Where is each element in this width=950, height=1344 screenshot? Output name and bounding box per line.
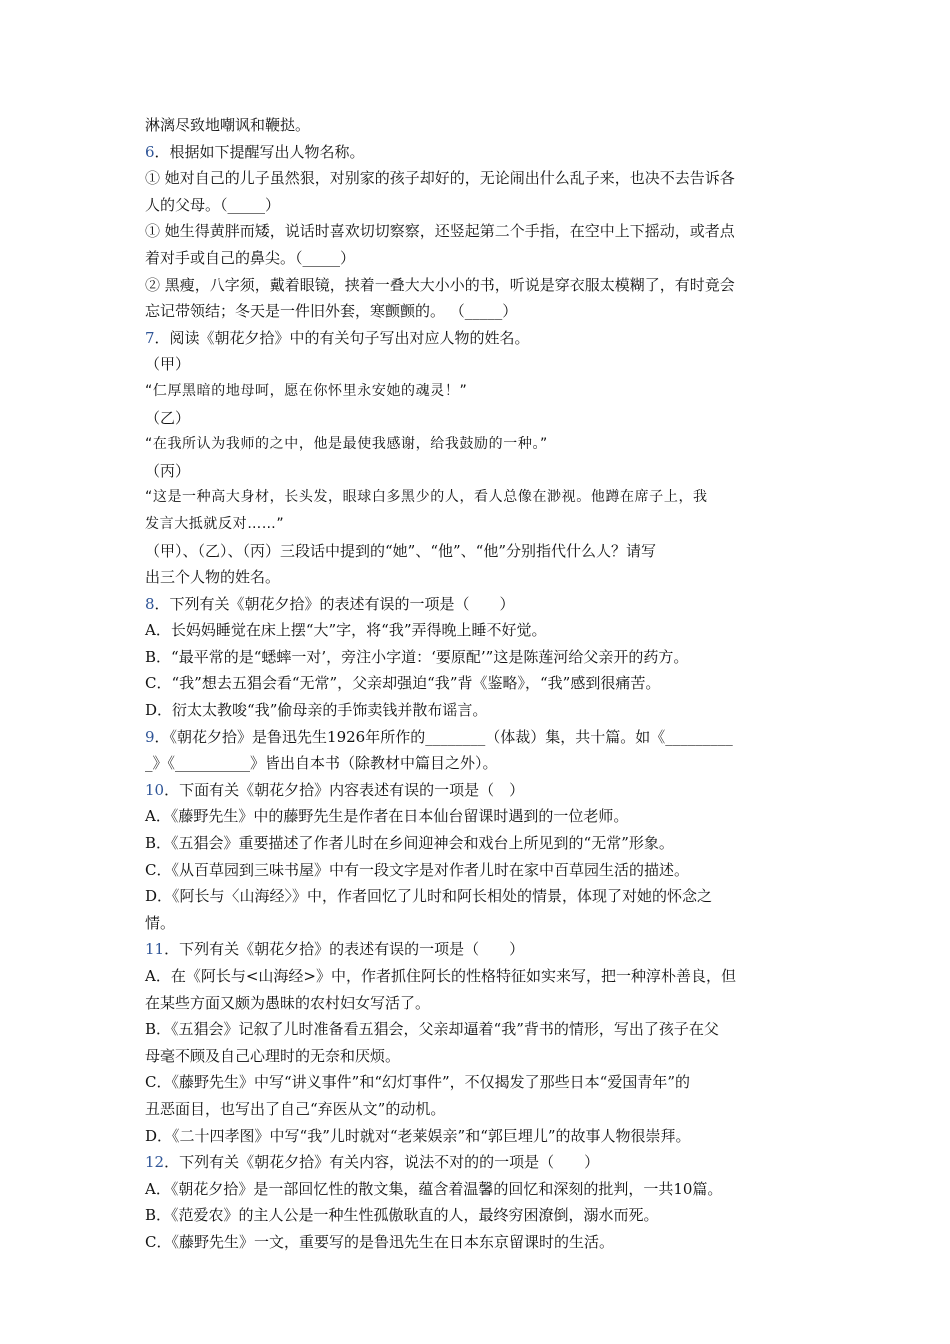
line-text: 情。	[145, 913, 176, 932]
text-line	[145, 511, 810, 538]
line-text: D．衍太太教唆“我”偷母亲的手饰卖钱并散布谣言。	[145, 701, 488, 720]
text-line	[145, 458, 810, 485]
line-text: （乙）	[145, 408, 191, 427]
text-line	[145, 351, 810, 378]
question-7-stem	[145, 325, 810, 352]
text-line	[145, 218, 810, 245]
line-text: ① 她对自己的儿子虽然狠，对别家的孩子却好的，无论闹出什么乱子来，也决不去告诉各	[145, 169, 735, 188]
line-text: “仁厚黑暗的地母呵，愿在你怀里永安她的魂灵！”	[145, 382, 468, 399]
line-text: B．《五猖会》记叙了儿时准备看五猖会，父亲却逼着“我”背书的情形，写出了孩子在父	[145, 1020, 719, 1039]
line-text: _》《__________》皆出自本书（除教材中篇目之外）。	[145, 754, 498, 773]
text-line	[145, 1069, 810, 1096]
text-line	[145, 245, 810, 272]
line-text: 在某些方面又颇为愚昧的农村妇女写活了。	[145, 993, 431, 1012]
question-number: 12	[145, 1153, 165, 1172]
line-text: “在我所认为我师的之中，他是最使我感谢，给我鼓励的一种。”	[145, 436, 548, 453]
line-text: C．《藤野先生》中写“讲义事件”和“幻灯事件”，不仅揭发了那些日本“爱国青年”的	[145, 1073, 690, 1092]
text-line	[145, 165, 810, 192]
text-line	[145, 670, 810, 697]
text-line	[145, 1043, 810, 1070]
line-text: ．下面有关《朝花夕拾》内容表述有误的一项是（ ）	[164, 780, 525, 799]
line-text: B．《五猖会》重要描述了作者儿时在乡间迎神会和戏台上所见到的“无常”形象。	[145, 834, 674, 853]
text-line	[145, 1096, 810, 1123]
text-line	[145, 405, 810, 432]
line-text: ．下列有关《朝花夕拾》的表述有误的一项是（ ）	[154, 594, 515, 613]
line-text: （甲）	[145, 355, 191, 374]
text-line	[145, 431, 810, 458]
line-text: B．《范爱农》的主人公是一种生性孤傲耿直的人，最终穷困潦倒，溺水而死。	[145, 1206, 659, 1225]
text-line	[145, 192, 810, 219]
line-text: ．下列有关《朝花夕拾》有关内容，说法不对的的一项是（ ）	[164, 1153, 600, 1172]
text-line	[145, 1123, 810, 1150]
question-number: 8	[145, 594, 155, 613]
text-line	[145, 564, 810, 591]
text-line	[145, 697, 810, 724]
line-text: 丑恶面目，也写出了自己“弃医从文”的动机。	[145, 1099, 446, 1118]
line-text: “这是一种高大身材，长头发，眼球白多黑少的人，看人总像在渺视。他蹲在席子上，我	[145, 489, 708, 506]
question-12-stem	[145, 1149, 810, 1176]
text-line	[145, 1229, 810, 1256]
line-text: 着对手或自己的鼻尖。（_____）	[145, 248, 356, 267]
line-text: A．《藤野先生》中的藤野先生是作者在日本仙台留课时遇到的一位老师。	[145, 807, 629, 826]
line-text: A．在《阿长与<山海经>》中，作者抓住阿长的性格特征如实来写，把一种淳朴善良，但	[145, 967, 736, 985]
text-line	[145, 298, 810, 325]
question-number: 10	[145, 780, 165, 799]
line-text: （甲）、（乙）、（丙）三段话中提到的“她”、“他”、“他”分别指代什么人？请写	[145, 541, 657, 560]
line-text: D．《阿长与〈山海经〉》中，作者回忆了儿时和阿长相处的情景，体现了对她的怀念之	[145, 887, 713, 906]
text-line	[145, 857, 810, 884]
line-text: ．下列有关《朝花夕拾》的表述有误的一项是（ ）	[164, 940, 525, 959]
question-9-stem	[145, 724, 810, 751]
text-line	[145, 112, 810, 139]
line-text: A．长妈妈睡觉在床上摆“大”字，将“我”弄得晚上睡不好觉。	[145, 621, 547, 640]
text-line	[145, 644, 810, 671]
text-line	[145, 910, 810, 937]
text-line	[145, 990, 810, 1017]
text-line	[145, 1016, 810, 1043]
text-line	[145, 963, 810, 990]
text-line	[145, 272, 810, 299]
line-text: 发言大抵就反对……”	[145, 515, 285, 532]
question-11-stem	[145, 936, 810, 963]
line-text: 出三个人物的姓名。	[145, 568, 281, 587]
text-line	[145, 830, 810, 857]
line-text: 淋漓尽致地嘲讽和鞭挞。	[145, 116, 311, 134]
line-text: C．《从百草园到三味书屋》中有一段文字是对作者儿时在家中百草园生活的描述。	[145, 860, 689, 879]
text-line	[145, 803, 810, 830]
line-text: D．《二十四孝图》中写“我”儿时就对“老莱娱亲”和“郭巨埋儿”的故事人物很崇拜。	[145, 1126, 691, 1145]
question-10-stem	[145, 777, 810, 804]
line-text: （丙）	[145, 461, 191, 480]
question-number: 6	[145, 142, 155, 161]
text-line	[145, 750, 810, 777]
question-8-stem	[145, 591, 810, 618]
line-text: 母毫不顾及自己心理时的无奈和厌烦。	[145, 1046, 401, 1065]
line-text: C．《藤野先生》一文，重要写的是鲁迅先生在日本东京留课时的生活。	[145, 1232, 614, 1251]
line-text: ．阅读《朝花夕拾》中的有关句子写出对应人物的姓名。	[154, 328, 530, 347]
line-text: B．“最平常的是“蟋蟀一对’，旁注小字道：‘要原配’”这是陈莲河给父亲开的药方。	[145, 647, 689, 666]
question-number: 9	[145, 727, 155, 746]
text-line	[145, 617, 810, 644]
line-text: A．《朝花夕拾》是一部回忆性的散文集，蕴含着温馨的回忆和深刻的批判，一共10篇。	[145, 1179, 723, 1198]
line-text: 人的父母。（_____）	[145, 195, 281, 214]
line-text: ② 黑瘦，八字须，戴着眼镜，挟着一叠大大小小的书，听说是穿衣服太模糊了，有时竟会	[145, 275, 735, 294]
line-text: ．《朝花夕拾》是鲁迅先生1926年所作的________（体裁）集，共十篇。如《_________	[154, 727, 733, 746]
text-line	[145, 484, 810, 511]
line-text: 忘记带领结；冬天是一件旧外套，寒颤颤的。 （_____）	[145, 302, 518, 321]
text-line	[145, 538, 810, 565]
text-line	[145, 378, 810, 405]
text-line	[145, 1202, 810, 1229]
question-6-stem	[145, 139, 810, 166]
line-text: ① 她生得黄胖而矮，说话时喜欢切切察察，还竖起第二个手指，在空中上下摇动，或者点	[145, 222, 735, 241]
question-number: 7	[145, 328, 155, 347]
text-line	[145, 883, 810, 910]
line-text: C．“我”想去五猖会看“无常”，父亲却强迫“我”背《鉴略》，“我”感到很痛苦。	[145, 674, 661, 693]
line-text: ．根据如下提醒写出人物名称。	[154, 142, 365, 161]
text-line	[145, 1176, 810, 1203]
question-number: 11	[145, 940, 165, 959]
